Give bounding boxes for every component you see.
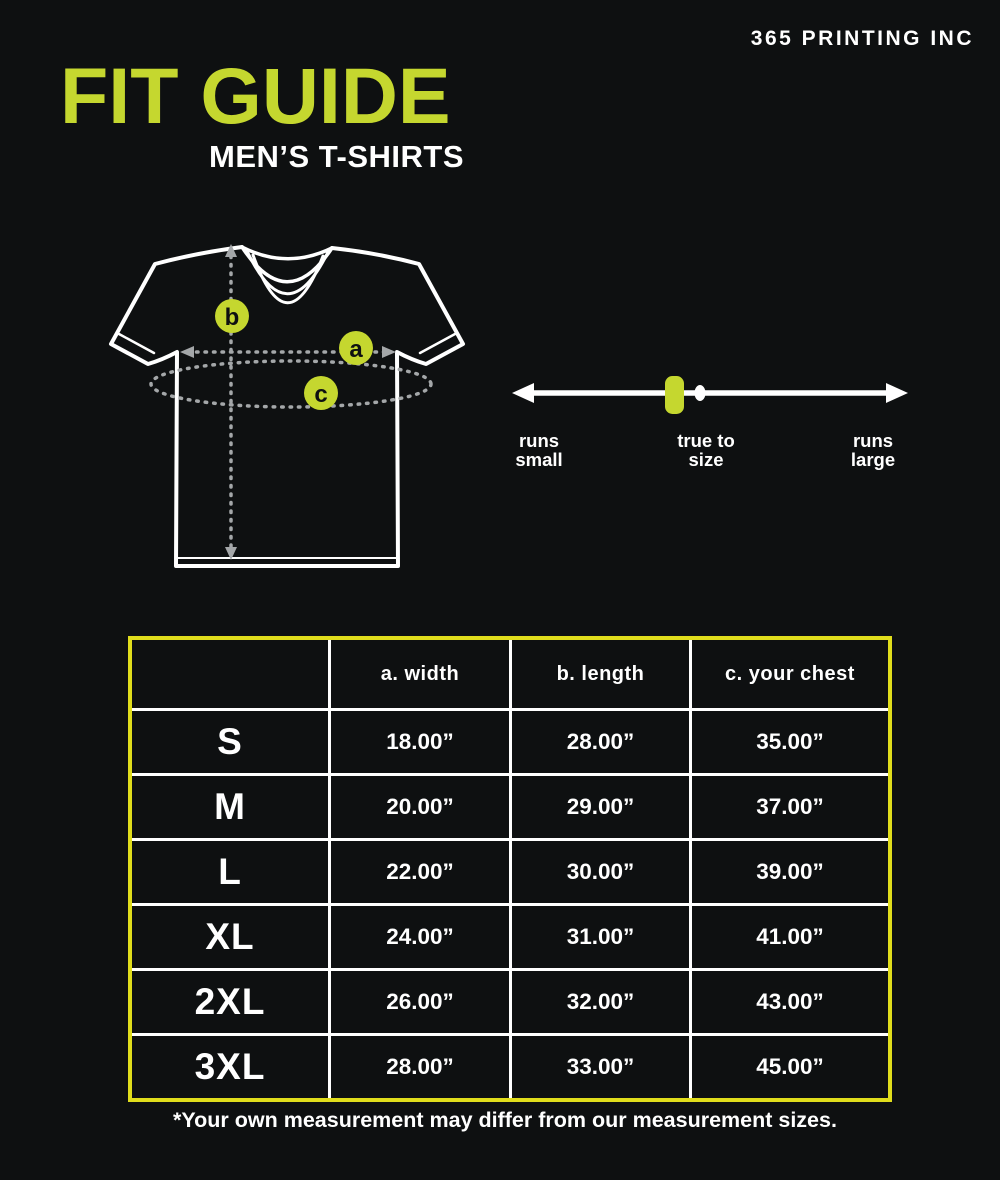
scale-label-runs-small (515, 431, 562, 469)
scale-label-line: large (850, 449, 896, 470)
chest-value: 41.00” (692, 906, 888, 968)
column-header-width: a. width (331, 640, 509, 708)
size-label: 3XL (132, 1036, 328, 1098)
chest-value: 39.00” (692, 841, 888, 903)
length-value: 28.00” (512, 711, 689, 773)
center-dot-icon (695, 385, 706, 401)
measurement-points (215, 299, 373, 410)
length-value: 30.00” (512, 841, 689, 903)
width-value: 28.00” (331, 1036, 509, 1098)
tshirt-outline-icon (111, 247, 463, 566)
scale-left-arrowhead-icon (512, 383, 534, 403)
width-value: 24.00” (331, 906, 509, 968)
column-header-length: b. length (512, 640, 689, 708)
scale-label-line: true to (677, 430, 735, 451)
length-value: 33.00” (512, 1036, 689, 1098)
scale-label-runs-large (851, 431, 895, 469)
footnote: *Your own measurement may differ from our measurement sizes. (173, 1108, 837, 1132)
size-label: XL (132, 906, 328, 968)
point-c-label: c (314, 381, 328, 408)
scale-label-line: runs (518, 430, 560, 451)
scale-label-true-to-size (677, 431, 735, 469)
chest-value: 45.00” (692, 1036, 888, 1098)
scale-label-line: size (688, 449, 724, 470)
fit-marker (665, 376, 684, 414)
length-value: 31.00” (512, 906, 689, 968)
page-title: FIT GUIDE (60, 51, 451, 140)
width-value: 22.00” (331, 841, 509, 903)
fit-scale-arrow (505, 368, 915, 418)
tshirt-measurement-diagram (104, 238, 469, 578)
size-label: 2XL (132, 971, 328, 1033)
scale-label-line: small (515, 449, 563, 470)
size-label: L (132, 841, 328, 903)
point-a-label: a (349, 336, 363, 363)
size-label: M (132, 776, 328, 838)
measurement-guides (151, 256, 431, 554)
width-value: 26.00” (331, 971, 509, 1033)
length-value: 29.00” (512, 776, 689, 838)
width-value: 18.00” (331, 711, 509, 773)
brand-name: 365 PRINTING INC (750, 27, 974, 50)
column-header-chest: c. your chest (692, 640, 888, 708)
point-b-label: b (224, 304, 240, 331)
page-subtitle: MEN’S T-SHIRTS (209, 139, 465, 174)
chest-value: 37.00” (692, 776, 888, 838)
scale-label-line: runs (852, 430, 894, 451)
size-label: S (132, 711, 328, 773)
column-header-blank (132, 640, 328, 708)
chest-value: 35.00” (692, 711, 888, 773)
chest-dashed-ellipse (151, 361, 431, 407)
width-value: 20.00” (331, 776, 509, 838)
size-chart-table (128, 636, 892, 1102)
length-value: 32.00” (512, 971, 689, 1033)
scale-right-arrowhead-icon (886, 383, 908, 403)
chest-value: 43.00” (692, 971, 888, 1033)
